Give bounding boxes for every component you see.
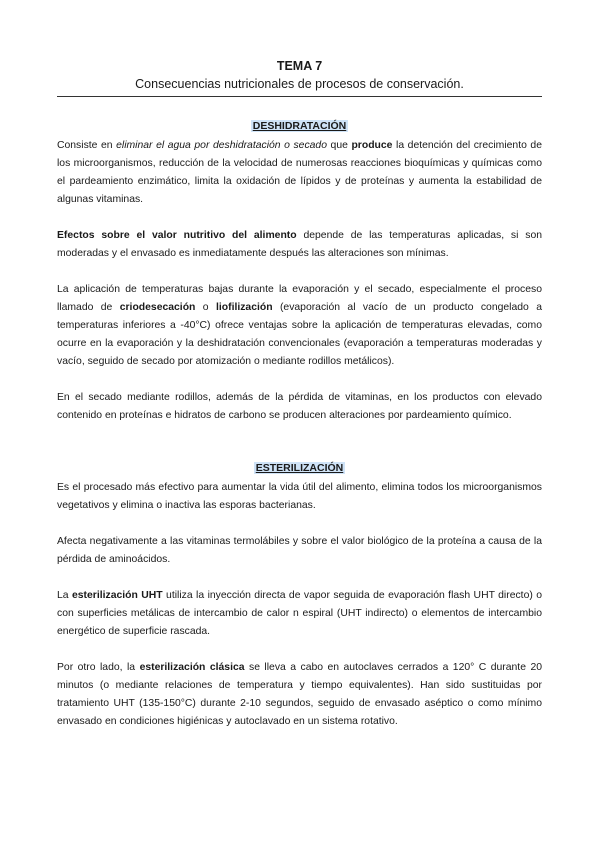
text-run: Por otro lado, la <box>57 662 140 673</box>
text-run: Afecta negativamente a las vitaminas termolábiles y sobre el valor biológico de la proteína a causa de la pérdida de aminoácidos. <box>57 536 542 565</box>
text-run: La aplicación de temperaturas bajas durante la evaporación y el secado, especialmente el proceso llamado de <box>57 284 542 313</box>
document-page <box>57 58 542 731</box>
paragraph <box>57 659 542 731</box>
bold-text: produce <box>351 140 393 151</box>
text-run: (evaporación al vacío de un producto congelado a temperaturas inferiores a -40°C) ofrece ventajas sobre la aplicación de temperaturas elevadas, como ocurre en la evaporación y la deshidratación convencionales (evaporación a temperaturas moderadas y vacío, seguido de secado por atomización o mediante rodillos metálicos). <box>57 302 542 367</box>
text-run: depende de las temperaturas aplicadas, si son moderadas y el envasado es inmediatamente después las alteraciones son mínimas. <box>57 230 543 259</box>
text-run: En el secado mediante rodillos, además de la pérdida de vitaminas, en los productos con elevado contenido en proteínas e hidratos de carbono se producen alteraciones por pardeamiento químico. <box>57 392 542 421</box>
paragraph <box>57 533 542 569</box>
text-run: la detención del crecimiento de los microorganismos, reducción de la velocidad de numerosas reacciones bioquímicas y químicas como el pardeamiento enzimático, limita la oxidación de lípidos y de proteínas y aumenta la estabilidad de algunas vitaminas. <box>57 140 542 205</box>
header-divider <box>57 96 542 97</box>
section-heading-text: ESTERILIZACIÓN <box>255 462 344 474</box>
text-run: La <box>57 590 72 601</box>
paragraph <box>57 137 542 209</box>
text-run: utiliza la inyección directa de vapor seguida de evaporación flash UHT directo) o con superficies metálicas de intercambio de calor n espiral (UHT indirecto) o elementos de intercambio energético de superficie rascada. <box>57 590 543 637</box>
paragraph <box>57 281 542 371</box>
italic-text: eliminar el agua por deshidratación o secado <box>116 140 327 151</box>
bold-text: criodesecación <box>119 302 196 313</box>
text-run: Consiste en <box>57 140 117 151</box>
text-run: o <box>195 302 216 313</box>
section-heading <box>57 115 542 134</box>
section-deshidratacion <box>57 115 542 425</box>
text-run: que <box>326 140 352 151</box>
paragraph <box>57 587 542 641</box>
paragraph <box>57 227 542 263</box>
page-subtitle: Consecuencias nutricionales de procesos de conservación. <box>135 77 464 91</box>
section-esterilizacion <box>57 457 542 731</box>
section-heading <box>57 457 542 476</box>
bold-text: Efectos sobre el valor nutritivo del alimento <box>57 230 297 241</box>
text-run: Es el procesado más efectivo para aumentar la vida útil del alimento, elimina todos los microorganismos vegetativos y elimina o inactiva las esporas bacterianas. <box>57 482 542 511</box>
bold-text: liofilización <box>215 302 273 313</box>
page-title: TEMA 7 <box>276 59 323 73</box>
paragraph <box>57 479 542 515</box>
paragraph <box>57 389 542 425</box>
text-run: se lleva a cabo en autoclaves cerrados a 120° C durante 20 minutos (o mediante relaciones de temperatura y tiempo equivalentes). Han sido sustituidas por tratamiento UHT (135-150°C) durante 2-10 segundos, seguido de envasado aséptico o como mínimo envasado en condiciones higiénicas y autoclavado en un sistema rotativo. <box>57 662 542 727</box>
bold-text: esterilización clásica <box>139 662 245 673</box>
section-heading-text: DESHIDRATACIÓN <box>252 120 347 132</box>
bold-text: esterilización UHT <box>72 590 163 601</box>
